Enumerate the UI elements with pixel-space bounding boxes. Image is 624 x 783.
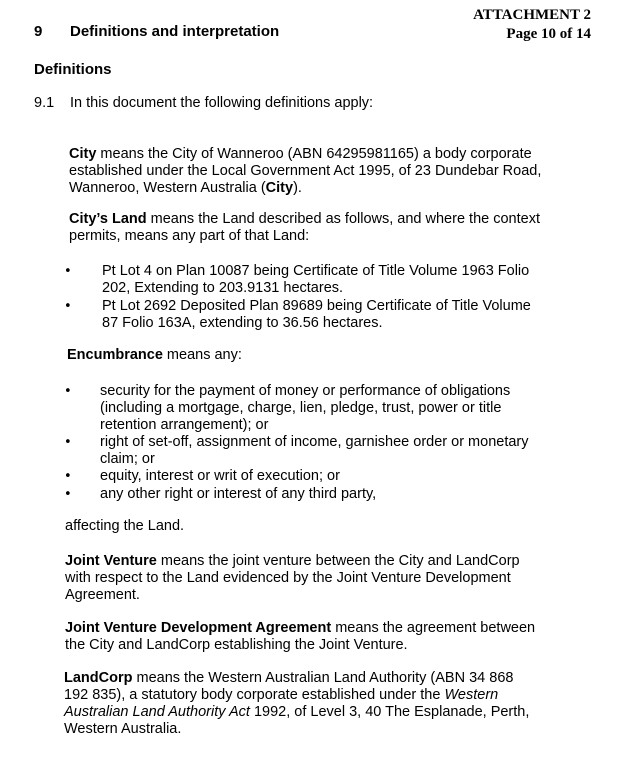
bullet-icon: •: [64, 384, 72, 399]
term-landcorp: LandCorp: [64, 670, 133, 686]
page-number: Page 10 of 14: [506, 26, 591, 42]
bullet-icon: •: [64, 487, 72, 502]
definition-citys-land: City’s Land means the Land described as follows, and where the context permits, means any part of that Land:: [69, 211, 540, 244]
definition-encumbrance: Encumbrance means any:: [67, 347, 242, 363]
bullet-icon: •: [64, 299, 72, 314]
list-item: equity, interest or writ of execution; or: [100, 468, 340, 484]
list-item: Pt Lot 4 on Plan 10087 being Certificate of Title Volume 1963 Folio 202, Extending to 203.9131 hectares.: [102, 263, 530, 296]
act-title: Australian Land Authority Act: [64, 704, 250, 720]
list-item: Pt Lot 2692 Deposited Plan 89689 being Certificate of Title Volume 87 Folio 163A, extending to 36.56 hectares.: [102, 298, 531, 331]
clause-text: In this document the following definitions apply:: [70, 95, 374, 111]
list-item: security for the payment of money or performance of obligations (including a mortgage, charge, lien, pledge, trust, power or title retention arrangement); or: [100, 383, 511, 433]
section-number: 9: [34, 23, 43, 40]
clause-number: 9.1: [34, 95, 55, 111]
bullet-icon: •: [64, 469, 72, 484]
term-city: City: [69, 146, 97, 162]
definition-landcorp: LandCorp means the Western Australian Land Authority (ABN 34 868 192 835), a statutory body corporate established under the Western Australian Land Authority Act 1992, of Level 3, 40 The Esplanade, Perth, Western Australia.: [64, 670, 530, 737]
list-item: any other right or interest of any third party,: [100, 486, 377, 502]
term-citys-land: City’s Land: [69, 211, 147, 227]
term-joint-venture: Joint Venture: [65, 553, 157, 569]
encumbrance-trailing-text: affecting the Land.: [65, 518, 185, 534]
definitions-heading: Definitions: [34, 61, 112, 78]
section-title: Definitions and interpretation: [70, 23, 280, 40]
attachment-label: ATTACHMENT 2: [473, 7, 591, 23]
bullet-icon: •: [64, 435, 72, 450]
bullet-icon: •: [64, 264, 72, 279]
term-jvda: Joint Venture Development Agreement: [65, 620, 332, 636]
definition-jvda: Joint Venture Development Agreement means the agreement between the City and LandCorp establishing the Joint Venture.: [65, 620, 536, 653]
definition-city: City means the City of Wanneroo (ABN 64295981165) a body corporate established under the Local Government Act 1995, of 23 Dundebar Road, Wanneroo, Western Australia (City).: [69, 146, 542, 196]
definition-joint-venture: Joint Venture means the joint venture between the City and LandCorp with respect to the Land evidenced by the Joint Venture Development Agreement.: [65, 553, 520, 603]
term-encumbrance: Encumbrance: [67, 347, 163, 363]
list-item: right of set-off, assignment of income, garnishee order or monetary claim; or: [100, 434, 529, 467]
